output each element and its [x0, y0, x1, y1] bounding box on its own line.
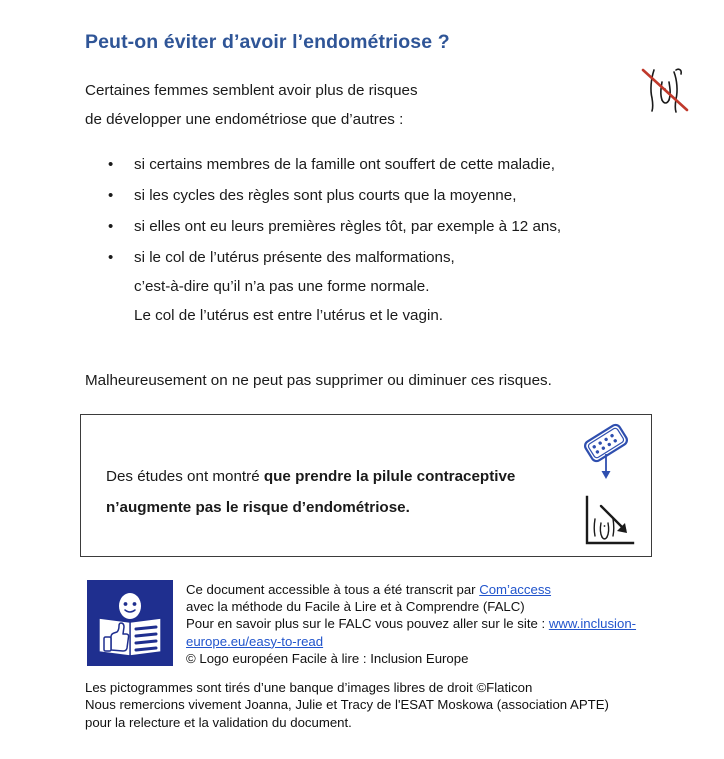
- declining-chart-icon: [579, 493, 641, 551]
- credit-text: [186, 580, 636, 667]
- bottom-note: [85, 679, 665, 731]
- credit-line-1-prefix: Ce document accessible à tous a été transcrit par: [186, 582, 480, 597]
- list-item: [101, 212, 661, 241]
- page-title: Peut-on éviter d’avoir l’endométriose ?: [85, 31, 450, 54]
- credit-block: [87, 580, 647, 667]
- comaccess-link[interactable]: Com’access: [479, 582, 552, 597]
- highlight-box-text: [106, 461, 576, 523]
- highlight-text-regular: Des études ont montré: [106, 468, 264, 485]
- bottom-note-line-3: pour la relecture et la validation du document.: [85, 714, 352, 730]
- intro-line-2: de développer une endométriose que d’autres :: [85, 111, 404, 128]
- list-item-text: si les cycles des règles sont plus courts que la moyenne,: [134, 187, 517, 204]
- bottom-note-line-1: Les pictogrammes sont tirés d’une banque d’images libres de droit ©Flaticon: [85, 680, 533, 695]
- credit-line-1: [186, 581, 636, 598]
- list-item: [101, 243, 661, 330]
- credit-line-2: avec la méthode du Facile à Lire et à Comprendre (FALC): [186, 599, 525, 615]
- highlight-box: [80, 414, 652, 557]
- highlight-text-bold-1: que prendre la pilule contraceptive: [263, 468, 516, 485]
- intro-line-1: Certaines femmes semblent avoir plus de risques: [85, 82, 418, 99]
- pill-blister-pack-icon: [575, 421, 637, 485]
- list-item: [101, 181, 661, 210]
- easy-to-read-logo: [87, 580, 173, 666]
- list-item-text: si elles ont eu leurs premières règles tôt, par exemple à 12 ans,: [134, 218, 562, 235]
- list-item-text: si le col de l’utérus présente des malformations,: [134, 249, 455, 266]
- credit-line-3-prefix: Pour en savoir plus sur le FALC vous pouvez aller sur le site :: [186, 616, 549, 632]
- closing-paragraph: Malheureusement on ne peut pas supprimer ou diminuer ces risques.: [85, 372, 552, 389]
- list-item: [101, 150, 661, 179]
- inclusion-europe-link-part1[interactable]: www.inclusion-: [548, 616, 637, 632]
- bottom-note-line-2: Nous remercions vivement Joanna, Julie et Tracy de l'ESAT Moskowa (association APTE): [85, 697, 609, 713]
- risk-factor-list: [101, 150, 661, 332]
- list-item-text: si certains membres de la famille ont souffert de cette maladie,: [134, 156, 555, 173]
- highlight-text-bold-2: n’augmente pas le risque d’endométriose.: [106, 499, 410, 516]
- credit-line-4: [186, 633, 636, 650]
- no-belly-pain-icon: [638, 64, 692, 116]
- inclusion-europe-link-part2[interactable]: europe.eu/easy-to-read: [186, 633, 324, 649]
- list-item-subtext-2: Le col de l’utérus est entre l’utérus et le vagin.: [134, 307, 443, 324]
- credit-line-3: [186, 615, 636, 632]
- list-item-subtext-1: c’est-à-dire qu’il n’a pas une forme normale.: [134, 278, 430, 295]
- intro-paragraph: [85, 76, 625, 134]
- credit-line-5: © Logo européen Facile à lire : Inclusion Europe: [186, 650, 469, 666]
